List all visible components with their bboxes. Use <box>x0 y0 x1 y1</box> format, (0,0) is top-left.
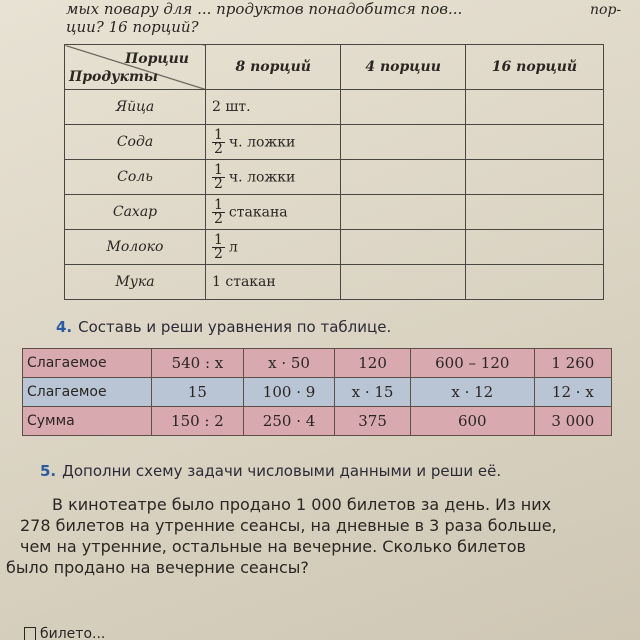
recipe-header-diagonal <box>65 45 206 90</box>
product-name: Яйца <box>65 90 206 125</box>
row-label: Сумма <box>23 407 152 436</box>
empty-cell[interactable] <box>465 90 603 125</box>
product-name: Сода <box>65 125 206 160</box>
amount-whole: 1 стакан <box>212 274 276 290</box>
product-name: Мука <box>65 265 206 300</box>
cut-text: билето... <box>40 626 106 640</box>
empty-cell[interactable] <box>341 125 465 160</box>
fraction <box>212 196 225 227</box>
paragraph-line: чем на утренние, остальные на вечерние. Сколько билетов <box>20 537 526 556</box>
empty-cell[interactable] <box>341 195 465 230</box>
task-4-text: Составь и реши уравнения по таблице. <box>78 318 392 336</box>
empty-cell[interactable] <box>341 160 465 195</box>
product-name: Соль <box>65 160 206 195</box>
table-cell: x · 50 <box>243 349 334 378</box>
empty-cell[interactable] <box>465 195 603 230</box>
equations-table <box>22 348 612 436</box>
col-8-portions: 8 порций <box>206 45 341 90</box>
empty-cell[interactable] <box>341 230 465 265</box>
table-cell: 15 <box>152 378 244 407</box>
table-row <box>23 407 612 436</box>
empty-cell[interactable] <box>341 265 465 300</box>
fraction-denominator: 2 <box>214 175 223 192</box>
amount-cell <box>206 125 341 160</box>
col-4-portions: 4 порции <box>341 45 465 90</box>
amount-cell <box>206 230 341 265</box>
fraction-numerator: 1 <box>214 161 223 178</box>
recipe-row <box>65 265 604 300</box>
table-cell: x · 12 <box>410 378 534 407</box>
header-portions: Порции <box>125 51 189 67</box>
table-cell: 600 <box>410 407 534 436</box>
amount-cell <box>206 90 341 125</box>
row-label: Слагаемое <box>23 349 152 378</box>
recipe-row <box>65 160 604 195</box>
task-5-paragraph <box>0 494 640 578</box>
header-products: Продукты <box>69 69 158 85</box>
fraction-numerator: 1 <box>214 231 223 248</box>
col-16-portions: 16 порций <box>465 45 603 90</box>
recipe-table <box>64 44 604 300</box>
top-text-line-1: мых повару для ... продуктов понадобится пов... <box>66 0 463 18</box>
amount-unit: ч. ложки <box>228 134 296 150</box>
empty-cell[interactable] <box>465 125 603 160</box>
fraction-numerator: 1 <box>214 126 223 143</box>
fraction-denominator: 2 <box>214 210 223 227</box>
fraction-numerator: 1 <box>214 196 223 213</box>
fraction <box>212 231 225 262</box>
table-cell: 120 <box>335 349 411 378</box>
box-icon <box>24 627 36 640</box>
amount-cell <box>206 265 341 300</box>
fraction-denominator: 2 <box>214 245 223 262</box>
table-cell: 250 · 4 <box>243 407 334 436</box>
product-name: Молоко <box>65 230 206 265</box>
paragraph-line: 278 билетов на утренние сеансы, на дневные в 3 раза больше, <box>20 516 557 535</box>
recipe-row <box>65 195 604 230</box>
table-cell: x · 15 <box>335 378 411 407</box>
task-4-heading <box>56 318 391 336</box>
top-right-fragment: пор- <box>590 2 622 18</box>
top-text <box>66 0 626 36</box>
empty-cell[interactable] <box>465 230 603 265</box>
amount-unit: ч. ложки <box>228 169 296 185</box>
row-label: Слагаемое <box>23 378 152 407</box>
recipe-row <box>65 90 604 125</box>
bottom-cut-text <box>24 626 105 640</box>
task-5-number: 5. <box>40 462 57 480</box>
table-cell: 540 : x <box>152 349 244 378</box>
amount-cell <box>206 195 341 230</box>
fraction <box>212 161 225 192</box>
recipe-row <box>65 230 604 265</box>
amount-cell <box>206 160 341 195</box>
amount-unit: стакана <box>228 204 288 220</box>
fraction-denominator: 2 <box>214 140 223 157</box>
table-row <box>23 349 612 378</box>
table-row <box>23 378 612 407</box>
table-cell: 600 – 120 <box>410 349 534 378</box>
amount-unit: л <box>228 239 238 255</box>
task-4-number: 4. <box>56 318 73 336</box>
product-name: Сахар <box>65 195 206 230</box>
task-5-text: Дополни схему задачи числовыми данными и реши её. <box>62 462 502 480</box>
paragraph-line: В кинотеатре было продано 1 000 билетов за день. Из них <box>52 495 552 514</box>
empty-cell[interactable] <box>341 90 465 125</box>
table-cell: 3 000 <box>534 407 611 436</box>
task-5-heading <box>40 462 501 480</box>
paragraph-line: было продано на вечерние сеансы? <box>6 558 309 577</box>
recipe-row <box>65 125 604 160</box>
table-cell: 1 260 <box>534 349 611 378</box>
empty-cell[interactable] <box>465 160 603 195</box>
table-cell: 375 <box>335 407 411 436</box>
table-cell: 12 · x <box>534 378 611 407</box>
amount-whole: 2 шт. <box>212 99 251 115</box>
empty-cell[interactable] <box>465 265 603 300</box>
top-text-line-2: ции? 16 порций? <box>66 18 199 36</box>
table-cell: 150 : 2 <box>152 407 244 436</box>
fraction <box>212 126 225 157</box>
table-cell: 100 · 9 <box>243 378 334 407</box>
